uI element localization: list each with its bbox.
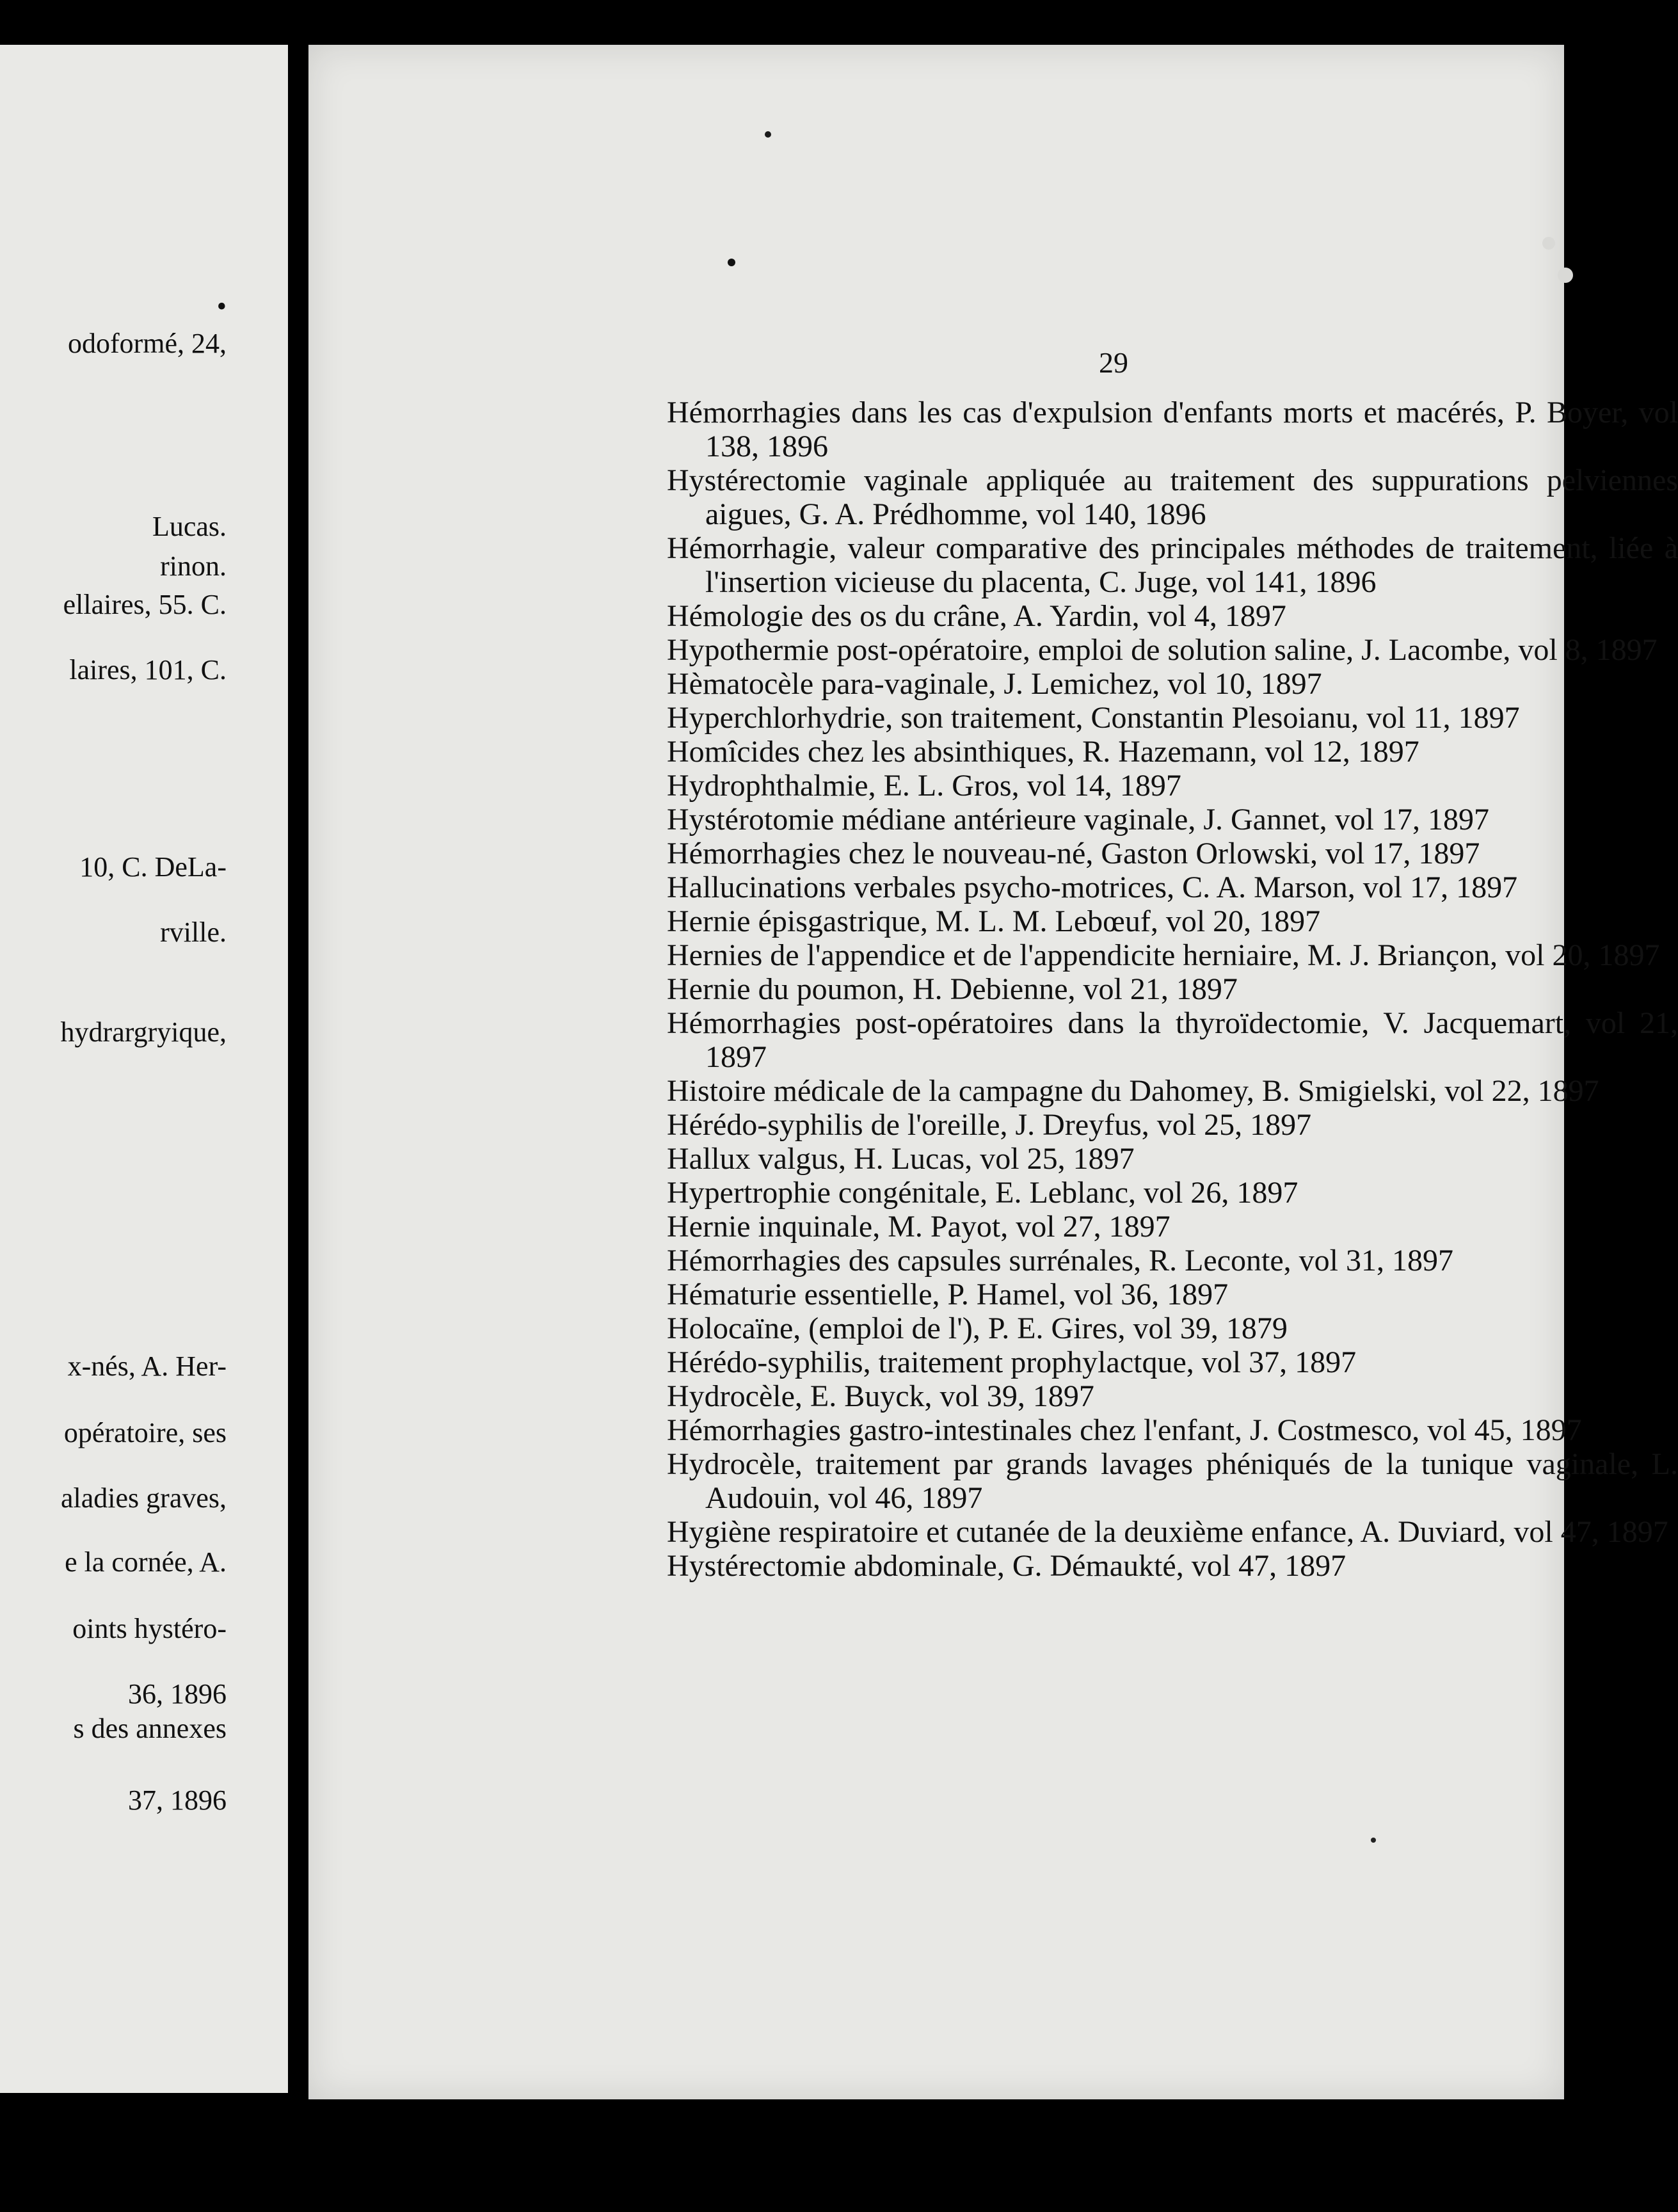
index-entry: Hydrocèle, E. Buyck, vol 39, 1897 — [667, 1379, 1094, 1413]
index-entries — [667, 396, 1678, 1583]
left-page-line: aladies graves, — [61, 1482, 227, 1514]
index-entry: Hémorrhagies gastro-intestinales chez l'enfant, J. Costmesco, vol 45, 1897 — [667, 1413, 1582, 1447]
left-page-line: 37, 1896 — [128, 1784, 227, 1816]
index-entry: Hémologie des os du crâne, A. Yardin, vol 4, 1897 — [667, 599, 1286, 633]
right-page — [308, 45, 1678, 2099]
left-page-line: s des annexes — [73, 1713, 227, 1744]
left-page-line: oints hystéro- — [72, 1613, 227, 1644]
left-page-line: • — [216, 291, 227, 322]
left-page-line: laires, 101, C. — [69, 654, 227, 685]
left-page-line: rinon. — [160, 550, 227, 582]
index-entry: Hémorrhagies dans les cas d'expulsion d'enfants morts et macérés, P. Boyer, vol 138, 1896 — [667, 396, 1678, 463]
index-entry: Hernie du poumon, H. Debienne, vol 21, 1897 — [667, 972, 1238, 1006]
left-page-line: rville. — [160, 917, 227, 948]
index-entry: Holocaïne, (emploi de l'), P. E. Gires, vol 39, 1879 — [667, 1311, 1288, 1345]
left-page-fragment — [0, 45, 288, 2093]
index-entry: Hystérectomie vaginale appliquée au traitement des suppurations pelviennes aigues, G. A. Prédhomme, vol 140, 1896 — [667, 463, 1678, 531]
index-entry: Hygiène respiratoire et cutanée de la deuxième enfance, A. Duviard, vol 47, 1897 — [667, 1515, 1668, 1549]
index-entry: Homîcides chez les absinthiques, R. Hazemann, vol 12, 1897 — [667, 735, 1419, 769]
left-page-line: 36, 1896 — [128, 1678, 227, 1710]
index-entry: Hémorrhagie, valeur comparative des principales méthodes de traitement, liée à l'insertion vicieuse du placenta, C. Juge, vol 141, 1896 — [667, 531, 1678, 599]
book-gutter — [288, 0, 308, 2212]
index-entry: Hérédo-syphilis de l'oreille, J. Dreyfus, vol 25, 1897 — [667, 1108, 1312, 1142]
index-entry: Hématurie essentielle, P. Hamel, vol 36, 1897 — [667, 1278, 1229, 1311]
index-entry: Histoire médicale de la campagne du Dahomey, B. Smigielski, vol 22, 1897 — [667, 1074, 1599, 1108]
index-entry: Hémorrhagies post-opératoires dans la thyroïdectomie, V. Jacquemart, vol 21, 1897 — [667, 1006, 1678, 1074]
index-entry: Hypertrophie congénitale, E. Leblanc, vol 26, 1897 — [667, 1176, 1298, 1210]
index-entry: Hémorrhagies chez le nouveau-né, Gaston Orlowski, vol 17, 1897 — [667, 837, 1480, 870]
index-entry: Hydrocèle, traitement par grands lavages phéniqués de la tunique vaginale, L. Audouin, vol 46, 1897 — [667, 1447, 1678, 1515]
index-entry: Hypothermie post-opératoire, emploi de solution saline, J. Lacombe, vol 8, 1897 — [667, 633, 1658, 667]
left-page-line: Lucas. — [152, 511, 227, 542]
index-entry: Hydrophthalmie, E. L. Gros, vol 14, 1897 — [667, 769, 1181, 803]
left-page-line: 10, C. DeLa- — [79, 851, 227, 883]
index-entry: Hallux valgus, H. Lucas, vol 25, 1897 — [667, 1142, 1135, 1176]
index-entry: Hernie inquinale, M. Payot, vol 27, 1897 — [667, 1210, 1171, 1244]
index-entry: Hystérotomie médiane antérieure vaginale, J. Gannet, vol 17, 1897 — [667, 803, 1489, 837]
left-page-line: odoformé, 24, — [67, 328, 227, 359]
index-entry: Hystérectomie abdominale, G. Démaukté, vol 47, 1897 — [667, 1549, 1346, 1583]
index-entry: Hérédo-syphilis, traitement prophylactque, vol 37, 1897 — [667, 1345, 1357, 1379]
left-page-line: hydrargryique, — [60, 1016, 227, 1048]
index-entry: Hèmatocèle para-vaginale, J. Lemichez, vol 10, 1897 — [667, 667, 1322, 701]
index-entry: Hernie épisgastrique, M. L. M. Lebœuf, vol 20, 1897 — [667, 904, 1321, 938]
left-page-line: opératoire, ses — [63, 1417, 227, 1448]
index-entry: Hyperchlorhydrie, son traitement, Constantin Plesoianu, vol 11, 1897 — [667, 701, 1520, 735]
index-entry: Hémorrhagies des capsules surrénales, R. Leconte, vol 31, 1897 — [667, 1244, 1453, 1278]
page-number: 29 — [1099, 346, 1128, 379]
index-entry: Hernies de l'appendice et de l'appendicite herniaire, M. J. Briançon, vol 20, 1897 — [667, 938, 1660, 972]
left-page-line: x-nés, A. Her- — [67, 1350, 227, 1382]
left-page-line: e la cornée, A. — [65, 1546, 227, 1578]
left-page-line: ellaires, 55. C. — [63, 589, 227, 620]
index-entry: Hallucinations verbales psycho-motrices, C. A. Marson, vol 17, 1897 — [667, 870, 1518, 904]
